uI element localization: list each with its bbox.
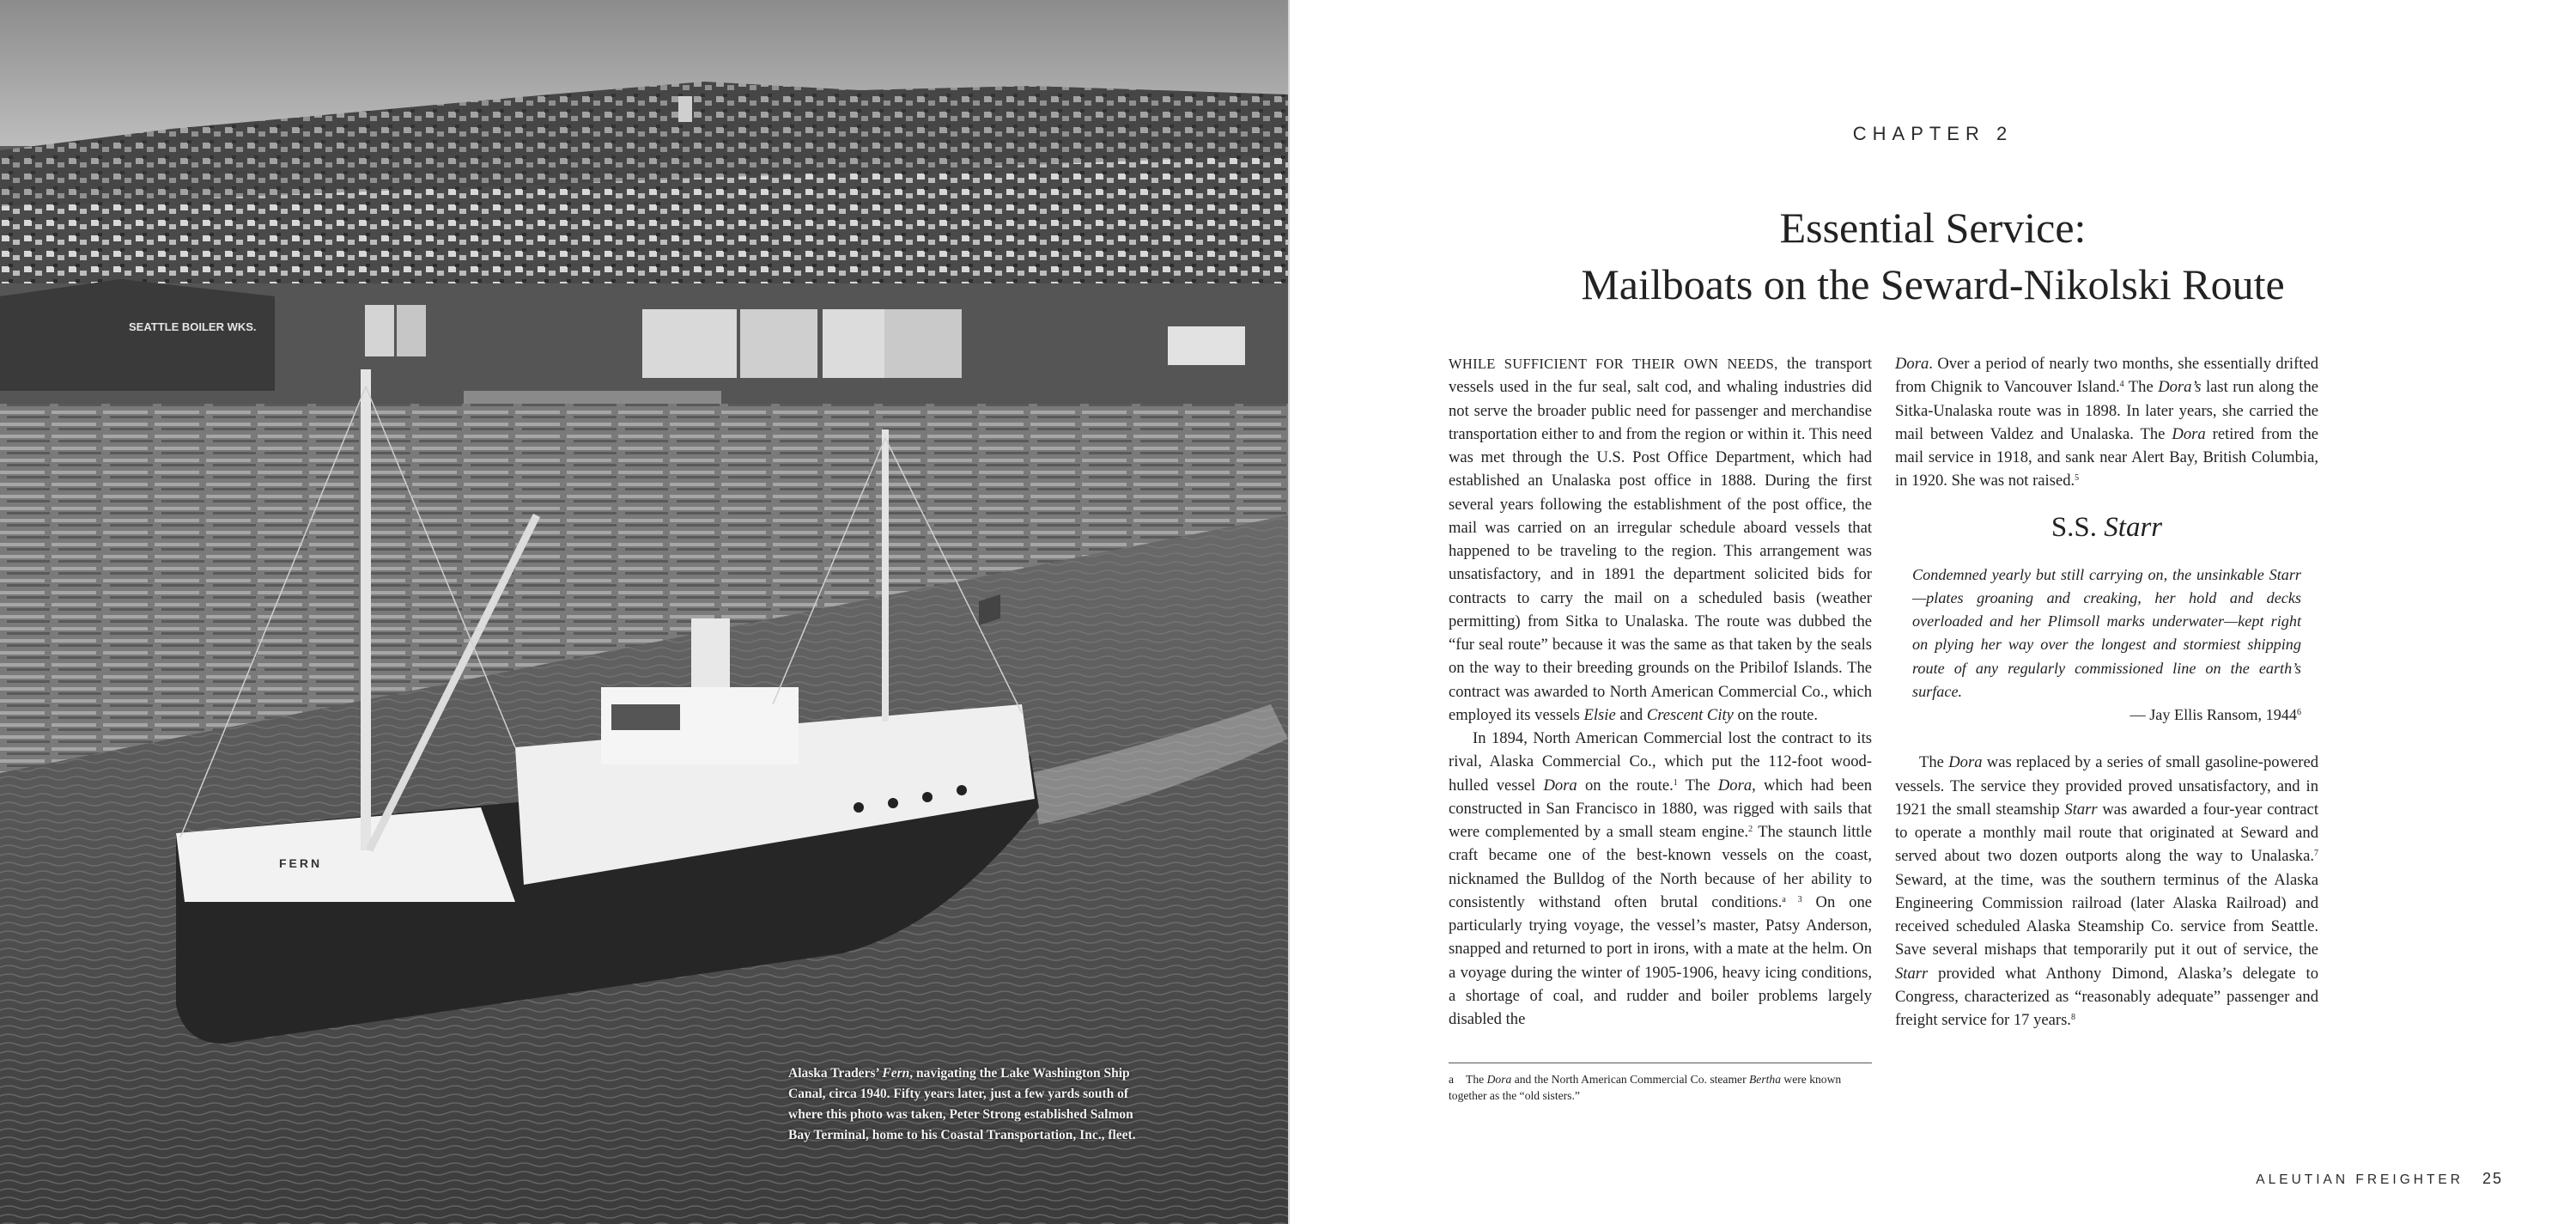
text-page bbox=[1290, 0, 2576, 1224]
running-title: ALEUTIAN FREIGHTER bbox=[2256, 1172, 2464, 1187]
epigraph-quote: Condemned yearly but still carrying on, the unsinkable Starr—plates groaning and creaking, her hold and decks overloaded and her Plimsoll marks underwater—kept right on plying her way over the longest and stormiest shipping route of any regularly commissioned line on the earth’s surface. bbox=[1912, 565, 2301, 700]
paragraph-2 bbox=[1449, 727, 1872, 1031]
p2-text-e: The staunch little craft became one of the best-known vessels on the coast, nicknamed the Bulldog of the North because of her ability to consistently withstand often brutal conditions. bbox=[1449, 823, 1872, 911]
photo-caption bbox=[788, 1063, 1149, 1146]
p3-text-c: was awarded a four-year contract to operate a monthly mail route that originated at Seward and served about two dozen outports along the way to Unalaska. bbox=[1895, 800, 2318, 866]
p2-text-a: In 1894, North American Commercial lost the contract to its rival, Alaska Commercial Co., which put the 112-foot wood-hulled vessel bbox=[1449, 729, 1872, 795]
vessel-dora: Dora bbox=[1948, 753, 1983, 772]
footnote-text-b: and the North American Commercial Co. steamer bbox=[1511, 1073, 1749, 1086]
section-vessel-name: Starr bbox=[2104, 511, 2163, 543]
hull-name: FERN bbox=[279, 856, 323, 870]
p2-text-d: , which had been constructed in San Francisco in 1880, was rigged with sails that were complemented by a small steam engine. bbox=[1449, 776, 1872, 841]
footnote bbox=[1449, 1071, 1878, 1104]
lead-in: WHILE SUFFICIENT FOR THEIR OWN NEEDS, bbox=[1449, 356, 1778, 372]
chapter-title-line-1: Essential Service: bbox=[1779, 204, 2087, 252]
p2-text-b: on the route. bbox=[1577, 776, 1674, 795]
page-number: 25 bbox=[2482, 1170, 2503, 1187]
vessel-starr: Starr bbox=[1895, 964, 1929, 983]
boiler-works-sign: SEATTLE BOILER WKS. bbox=[129, 320, 257, 333]
vessel-elsie: Elsie bbox=[1583, 705, 1616, 724]
p3-text-e: provided what Anthony Dimond, Alaska’s delegate to Congress, characterized as “reasonably adequate” passenger and freight service for 17 years. bbox=[1895, 964, 2318, 1029]
vessel-dora: Dora bbox=[1717, 776, 1753, 795]
p3-text-a: The bbox=[1919, 753, 1949, 772]
p2-text-j: retired from the mail service in 1918, and sank near Alert Bay, British Columbia, in 1920. She was not raised. bbox=[1895, 424, 2318, 490]
vessel-crescent-city: Crescent City bbox=[1646, 705, 1734, 724]
attribution-text: — Jay Ellis Ransom, 1944 bbox=[2129, 706, 2297, 723]
note-ref-7[interactable]: 7 bbox=[2314, 849, 2318, 859]
note-ref-1[interactable]: 1 bbox=[1673, 777, 1678, 788]
paragraph-1 bbox=[1449, 352, 1872, 727]
vessel-dora: Dora’s bbox=[2158, 378, 2202, 397]
vessel-starr: Starr bbox=[2064, 800, 2098, 819]
caption-vessel-name: Fern bbox=[882, 1066, 910, 1081]
chapter-label: CHAPTER 2 bbox=[1852, 123, 2014, 144]
epigraph-attribution bbox=[1895, 703, 2301, 727]
footnote-mark: a bbox=[1449, 1073, 1455, 1086]
body-column-right bbox=[1895, 352, 2318, 1032]
caption-text: , navigating the Lake Washington Ship Canal, circa 1940. Fifty years later, just a few yards south of where this photo was taken, Peter Strong established Salmon Bay Terminal, home to his Coastal Transportation, Inc., fleet. bbox=[788, 1066, 1136, 1142]
note-ref-6[interactable]: 6 bbox=[2297, 708, 2301, 717]
p2-text-g: . Over a period of nearly two months, she essentially drifted from Chignik to Vancouver Island. bbox=[1895, 355, 2318, 397]
footnote-vessel-dora: Dora bbox=[1486, 1073, 1512, 1086]
chapter-title-line-2: Mailboats on the Seward-Nikolski Route bbox=[1581, 260, 2285, 308]
section-prefix: S.S. bbox=[2050, 511, 2105, 543]
p2-text-c: The bbox=[1677, 776, 1718, 795]
footnote-vessel-bertha: Bertha bbox=[1749, 1073, 1781, 1086]
section-heading bbox=[1895, 510, 2318, 545]
footnote-text-c: were known together as the “old sisters.” bbox=[1449, 1073, 1842, 1102]
p2-text-f: On one particularly trying voyage, the vessel’s master, Patsy Anderson, snapped and returned to port in irons, with a mate at the helm. On a voyage during the winter of 1905-1906, heavy icing conditions, a shortage of coal, and rudder and boiler problems largely disabled the bbox=[1449, 892, 1872, 1028]
paragraph-2-continued bbox=[1895, 352, 2318, 493]
p2-text-h: The bbox=[2123, 378, 2159, 397]
chapter-title bbox=[1290, 199, 2576, 313]
vessel-dora: Dora bbox=[2172, 424, 2206, 443]
note-ref-8[interactable]: 8 bbox=[2070, 1013, 2075, 1022]
p2-text-i: last run along the Sitka-Unalaska route was in 1898. In later years, she carried the mail between Valdez and Unalaska. The bbox=[1895, 378, 2318, 443]
p3-text-b: was replaced by a series of small gasoline-powered vessels. The service they provided proved unsatisfactory, and in 1921 the small steamship bbox=[1895, 753, 2318, 819]
vessel-dora: Dora bbox=[1543, 776, 1577, 795]
p1-end: on the route. bbox=[1733, 705, 1819, 724]
running-footer bbox=[2256, 1170, 2503, 1188]
p1-and: and bbox=[1615, 705, 1647, 724]
p1-text: the transport vessels used in the fur seal, salt cod, and whaling industries did not serve the broader public need for passenger and merchandise transportation either to and from the region or within it. This need was met through the U.S. Post Office Department, which had established an Unalaska post office in 1888. During the first several years following the establishment of the post office, the mail was carried on an irregular schedule aboard vessels that happened to be traveling to the region. This arrangement was unsatisfactory, and in 1891 the department solicited bids for contracts to carry the mail on a scheduled basis (weather permitting) from Sitka to Unalaska. The route was dubbed the “fur seal route” because it was the same as that taken by the seals on the way to their breeding grounds on the Pribilof Islands. The contract was awarded to North American Commercial Co., which employed its vessels bbox=[1449, 355, 1873, 724]
note-ref-4[interactable]: 4 bbox=[2119, 380, 2124, 390]
note-ref-2[interactable]: 2 bbox=[1748, 825, 1753, 834]
p3-text-d: Seward, at the time, was the southern terminus of the Alaska Engineering Commission railroad (later Alaska Railroad) and received scheduled Alaska Steamship Co. service from Seattle. Save several mishaps that temporarily put it out of service, the bbox=[1895, 870, 2318, 959]
body-column-left bbox=[1449, 352, 1872, 1031]
note-ref-3[interactable]: a 3 bbox=[1782, 894, 1802, 904]
footnote-text-a: The bbox=[1466, 1073, 1487, 1086]
vessel-dora: Dora bbox=[1895, 355, 1929, 373]
caption-owner: Alaska Traders’ bbox=[788, 1066, 879, 1081]
paragraph-3 bbox=[1895, 751, 2318, 1032]
note-ref-5[interactable]: 5 bbox=[2075, 473, 2080, 484]
